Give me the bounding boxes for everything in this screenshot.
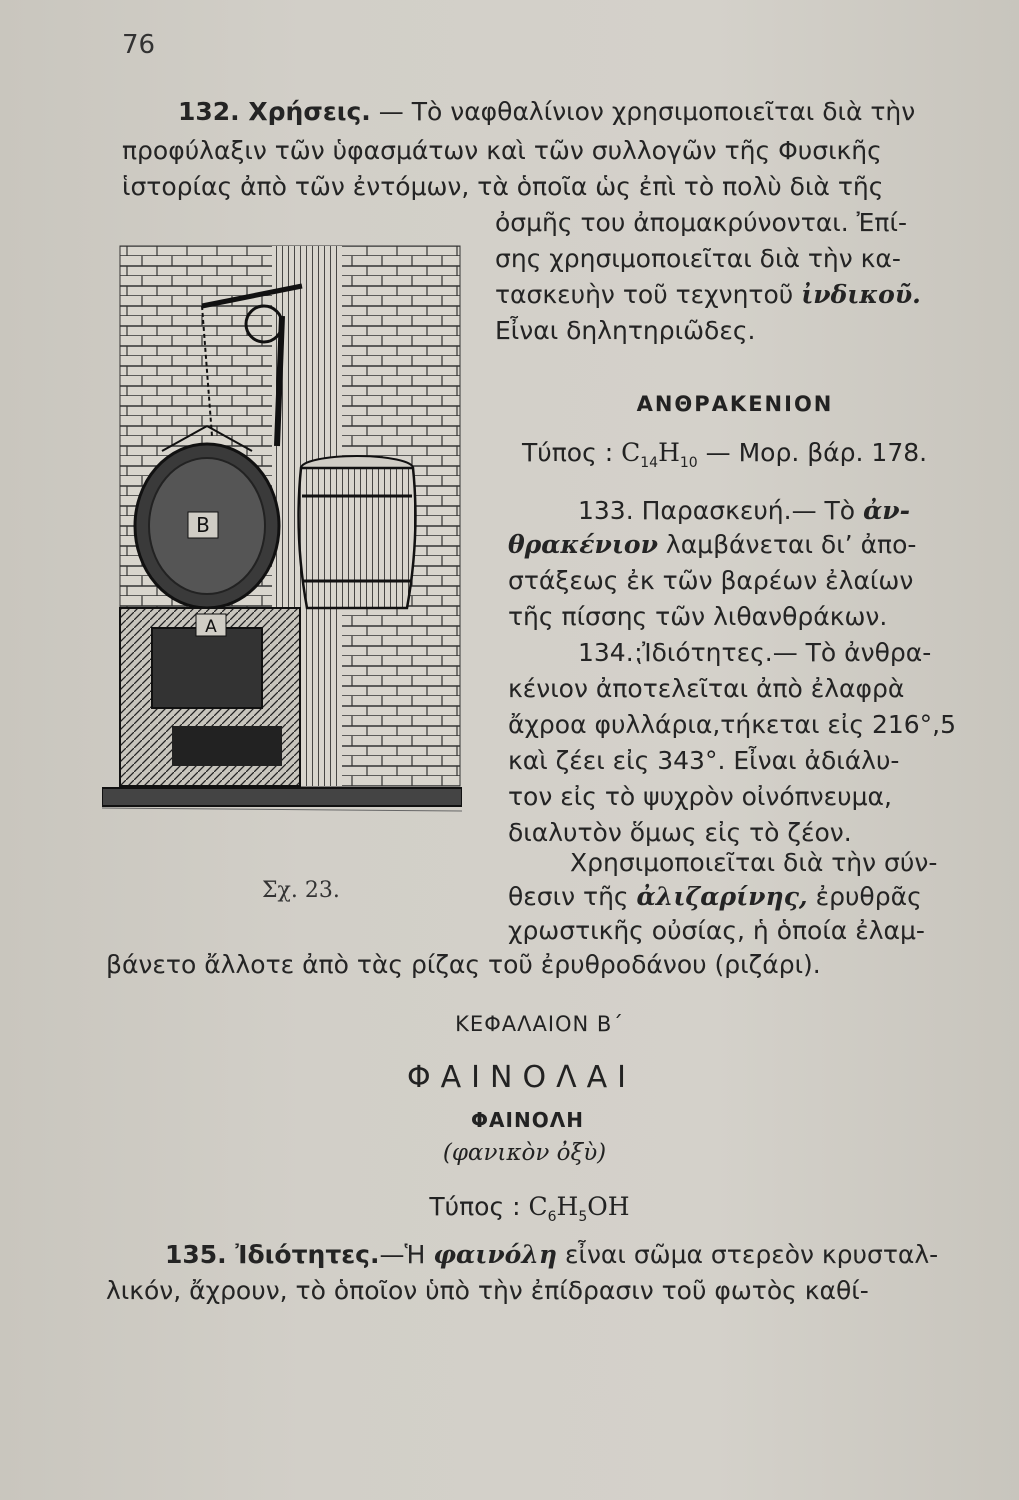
- p134-text-1: — Τὸ ἀνθρα-: [772, 638, 932, 667]
- chapter-title: ΦΑΙΝΟΛΑΙ: [407, 1060, 636, 1095]
- p133-line-3: στάξεως ἐκ τῶν βαρέων ἐλαίων: [508, 566, 914, 595]
- p133-line-4: τῆς πίσσης τῶν λιθανθράκων.: [508, 602, 888, 631]
- p132-line-5: σης χρησιμοποιεῖται διὰ τὴν κα-: [495, 244, 901, 273]
- p132-text-6: τασκευὴν τοῦ τεχνητοῦ: [495, 280, 802, 309]
- section-formula: [522, 438, 927, 471]
- formula-suffix: — Μορ. βάρ. 178.: [705, 438, 928, 467]
- p134-line-3: ἄχροα φυλλάρια,τήκεται εἰς 216°,5: [508, 710, 957, 739]
- p134-italic-word: ἀλιζαρίνης,: [636, 882, 808, 911]
- formula-prefix: Τύπος :: [522, 438, 614, 467]
- formula-c: C: [621, 438, 641, 467]
- p132-line-7: Εἶναι δηλητηριῶδες.: [495, 316, 756, 345]
- p134-line-8: [508, 882, 922, 911]
- phenol-formula: [20, 1192, 1019, 1225]
- p135-text-1b: εἶναι σῶμα στερεὸν κρυσταλ-: [557, 1240, 939, 1269]
- p132-italic-word: ἰνδικοῦ.: [801, 280, 921, 309]
- p135-heading: 135. Ἰδιότητες.: [165, 1240, 380, 1269]
- p134-line-6: διαλυτὸν ὅμως εἰς τὸ ζέον.: [508, 818, 852, 847]
- p133-italic-2: θρακένιον: [508, 530, 658, 559]
- p133-text-1: — Τὸ: [791, 496, 864, 525]
- formula-h: H: [658, 438, 680, 467]
- p133-text-2: λαμβάνεται δι’ ἀπο-: [657, 530, 917, 559]
- formula-h-sub: 10: [679, 455, 698, 471]
- p134-heading: 134.⁏Ἰδιότητες.: [578, 638, 773, 667]
- chapter-label: ΚΕΦΑΛΑΙΟΝ Β΄: [455, 1012, 624, 1036]
- section-title: ΑΝΘΡΑΚΕΝΙΟΝ: [636, 392, 834, 416]
- figure-distillation-apparatus: [102, 236, 462, 876]
- figure-caption: Σχ. 23.: [262, 878, 340, 903]
- subsection-subtitle: (φανικὸν ὀξὺ): [442, 1140, 607, 1166]
- formula2-h-sub: 5: [578, 1209, 588, 1225]
- p134-text-8b: ἐρυθρᾶς: [807, 882, 922, 911]
- formula-c-sub: 14: [640, 455, 659, 471]
- p134-line-5: τον εἰς τὸ ψυχρὸν οἰνόπνευμα,: [508, 782, 892, 811]
- formula2-c-sub: 6: [547, 1209, 557, 1225]
- p133-heading: 133. Παρασκευή.: [578, 496, 792, 525]
- formula2-c: C: [528, 1192, 548, 1221]
- p133-line-1: [578, 496, 910, 525]
- p132-line-3: ἱστορίας ἀπὸ τῶν ἐντόμων, τὰ ὁποῖα ὡς ἐπὶ τὸ πολὺ διὰ τῆς: [122, 172, 884, 201]
- p135-italic-word: φαινόλη: [433, 1240, 558, 1269]
- distillation-illustration: [102, 236, 462, 876]
- formula2-prefix: Τύπος :: [429, 1192, 521, 1221]
- formula2-h: H: [556, 1192, 579, 1221]
- p132-line-1: [178, 97, 915, 126]
- p132-line-2: προφύλαξιν τῶν ὑφασμάτων καὶ τῶν συλλογῶν τῆς Φυσικῆς: [122, 136, 882, 165]
- p134-line-10: βάνετο ἄλλοτε ἀπὸ τὰς ρίζας τοῦ ἐρυθροδάνου (ριζάρι).: [106, 950, 821, 979]
- p133-line-2: [508, 530, 916, 559]
- p134-text-8: θεσιν τῆς: [508, 882, 637, 911]
- formula2-oh: OH: [587, 1192, 630, 1221]
- subsection-title: ΦΑΙΝΟΛΗ: [471, 1108, 584, 1132]
- p134-line-2: κένιον ἀποτελεῖται ἀπὸ ἐλαφρὰ: [508, 674, 905, 703]
- p132-line-6: [495, 280, 921, 309]
- p134-line-7: Χρησιμοποιεῖται διὰ τὴν σύν-: [570, 848, 938, 877]
- p134-line-4: καὶ ζέει εἰς 343°. Εἶναι ἀδιάλυ-: [508, 746, 900, 775]
- p133-italic-1: ἀν-: [863, 496, 911, 525]
- label-a: A: [205, 617, 217, 637]
- p134-line-9: χρωστικῆς οὐσίας, ἡ ὁποία ἐλαμ-: [508, 916, 925, 945]
- p132-heading: 132. Χρήσεις.: [178, 97, 371, 126]
- page-number: 76: [122, 30, 156, 60]
- p135-text-1a: —Ἡ: [379, 1240, 434, 1269]
- label-b: B: [196, 513, 210, 537]
- p134-line-1: [578, 638, 931, 667]
- p132-line-4: ὀσμῆς του ἀπομακρύνονται. Ἐπί-: [495, 208, 907, 237]
- p135-line-2: λικόν, ἄχρουν, τὸ ὁποῖον ὑπὸ τὴν ἐπίδρασιν τοῦ φωτὸς καθί-: [106, 1276, 869, 1305]
- p135-line-1: [165, 1240, 938, 1269]
- p132-text-1: — Τὸ ναφθαλίνιον χρησιμοποιεῖται διὰ τὴν: [378, 97, 916, 126]
